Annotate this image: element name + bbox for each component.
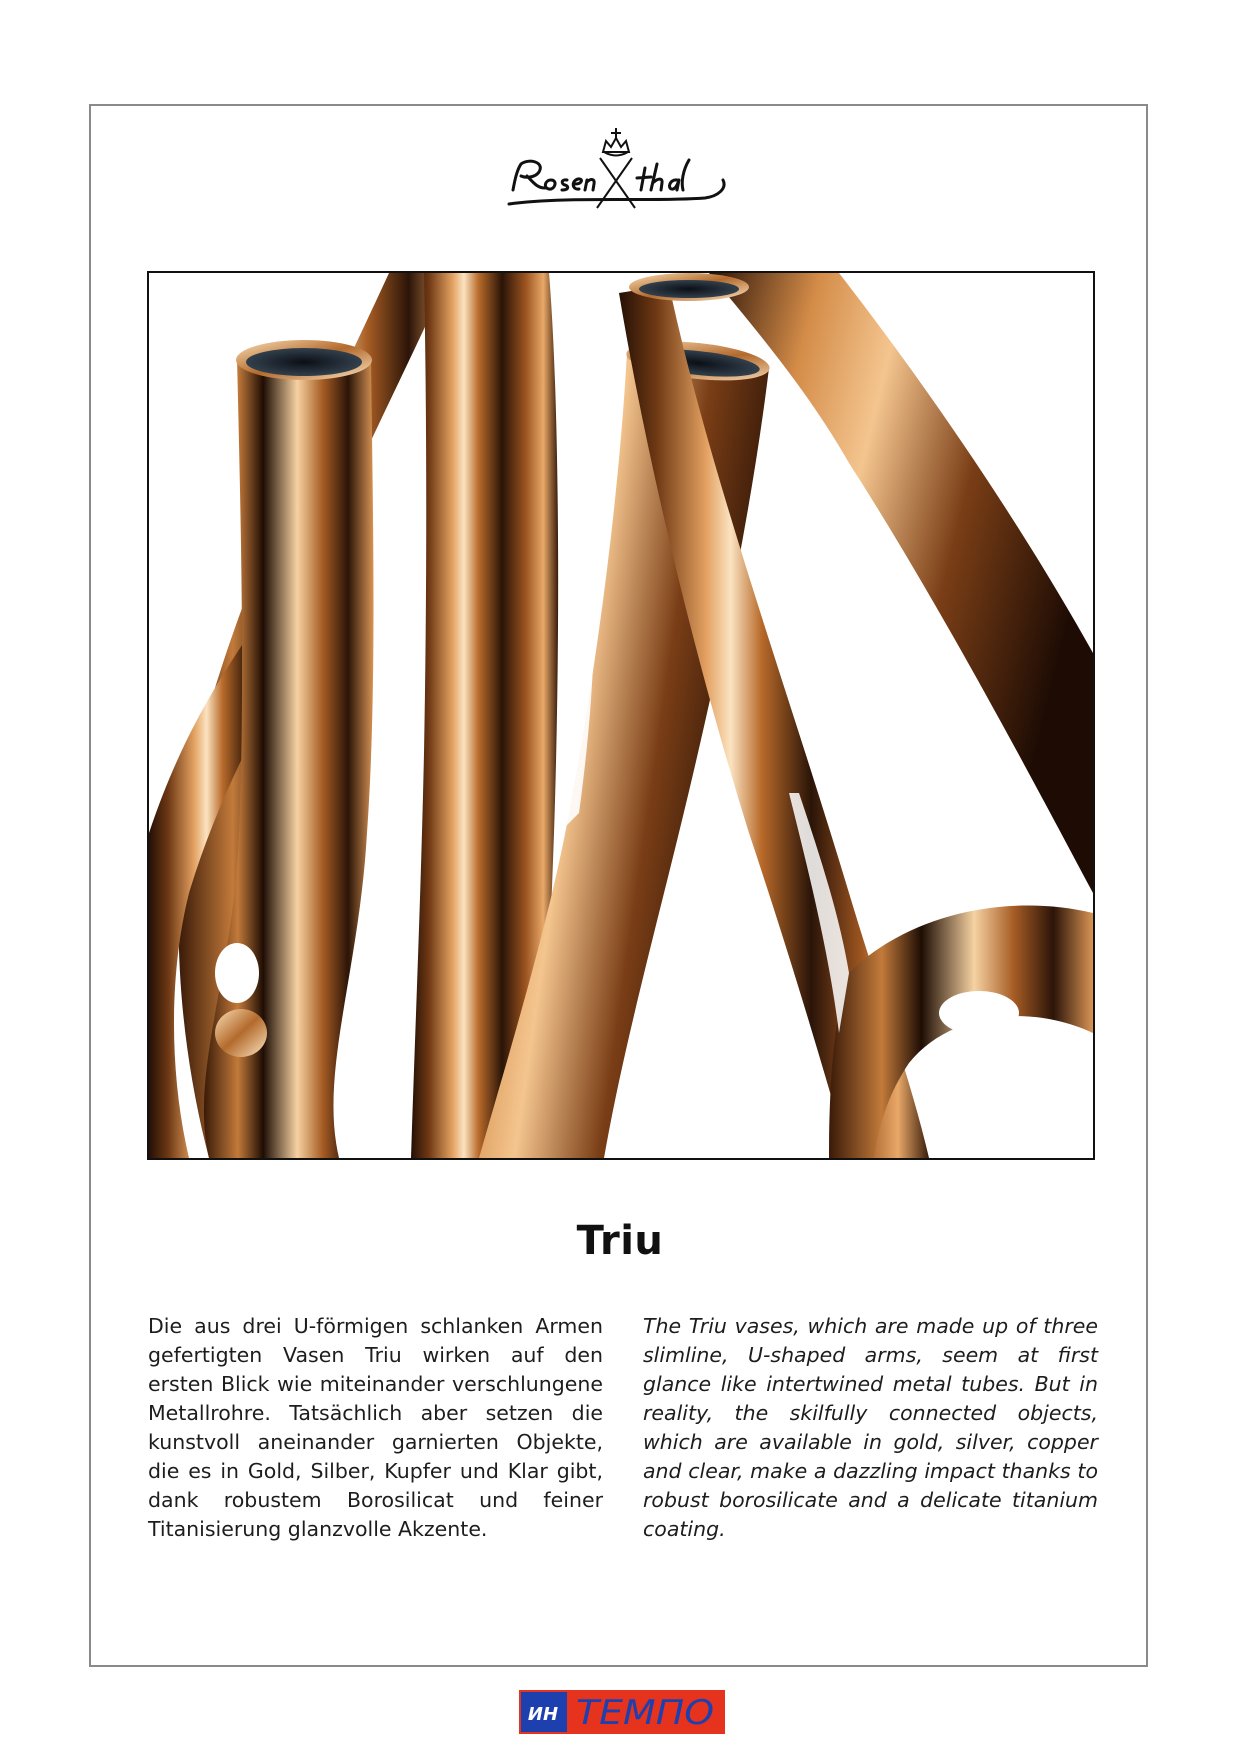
rosenthal-logo [505,124,733,212]
tempo-name-text: ТЕМПО [576,1693,714,1733]
product-photo [147,271,1095,1160]
tempo-badge-text: ИН [527,1704,559,1725]
tempo-logo [519,1690,725,1734]
product-title: Triu [576,1218,664,1264]
description-german: Die aus drei U-förmigen schlanken Armen gefertigten Vasen Triu wirken auf den ersten Blick wie miteinander verschlungene Metallrohre. Tatsächlich aber setzen die kunstvoll aneinander garnierten Objekte, die es in Gold, Silber, Kupfer und Klar gibt, dank robustem Borosilicat und feiner Titanisierung glanzvolle Akzente. [148,1314,603,1541]
rosenthal-logo-text: Rosenthal [505,124,510,125]
crown-crossed-swords-icon [597,128,635,208]
description-english: The Triu vases, which are made up of three slimline, U-shaped arms, seem at first glance like intertwined metal tubes. But in reality, the skilfully connected objects, which are available in gold, silver, copper and clear, make a dazzling impact thanks to robust borosilicate and a delicate titanium coating. [643,1314,1098,1541]
